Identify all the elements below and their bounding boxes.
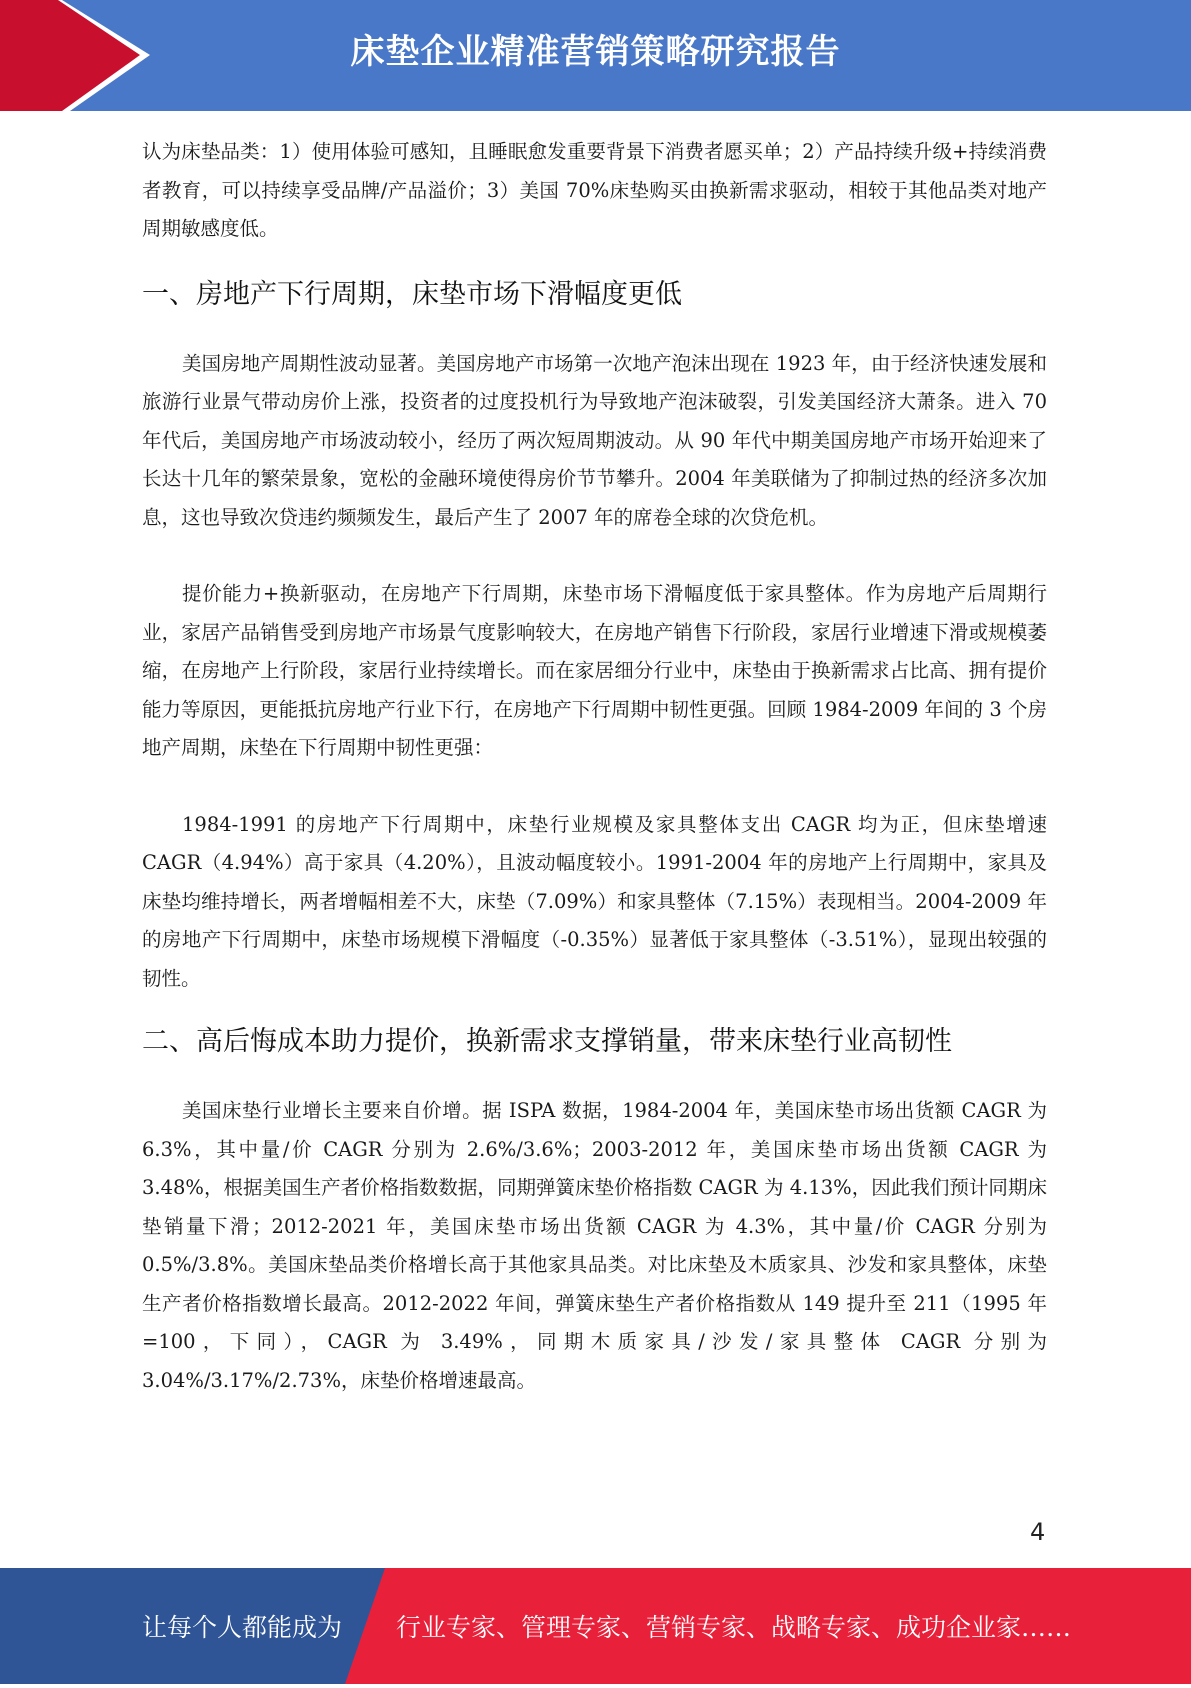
- footer-banner: [0, 1568, 1191, 1684]
- footer-slogan-left: 让每个人都能成为: [142, 1613, 343, 1642]
- report-title: 床垫企业精准营销策略研究报告: [350, 32, 841, 72]
- paragraph-pricing-power: 提价能力+换新驱动，在房地产下行周期，床垫市场下滑幅度低于家具整体。作为房地产后周期行业，家居产品销售受到房地产市场景气度影响较大，在房地产销售下行阶段，家居行业增速下滑或规模萎缩，在房地产上行阶段，家居行业持续增长。而在家居细分行业中，床垫由于换新需求占比高、拥有提价能力等原因，更能抵抗房地产行业下行，在房地产下行周期中韧性更强。回顾 1984-2009 年间的 3 个房地产周期，床垫在下行周期中韧性更强：: [142, 582, 1047, 759]
- section-1-title: 一、房地产下行周期，床垫市场下滑幅度更低: [142, 278, 682, 310]
- intro-paragraph: 认为床垫品类：1）使用体验可感知，且睡眠愈发重要背景下消费者愿买单；2）产品持续升级+持续消费者教育，可以持续享受品牌/产品溢价；3）美国 70%床垫购买由换新需求驱动，相较于其他品类对地产周期敏感度低。: [142, 140, 1047, 240]
- header-banner: [0, 0, 1191, 111]
- paragraph-real-estate-cycle: 美国房地产周期性波动显著。美国房地产市场第一次地产泡沫出现在 1923 年，由于经济快速发展和旅游行业景气带动房价上涨，投资者的过度投机行为导致地产泡沫破裂，引发美国经济大萧条。进入 70 年代后，美国房地产市场波动较小，经历了两次短周期波动。从 90 年代中期美国房地产市场开始迎来了长达十几年的繁荣景象，宽松的金融环境使得房价节节攀升。2004 年美联储为了抑制过热的经济多次加息，这也导致次贷违约频频发生，最后产生了 2007 年的席卷全球的次贷危机。: [142, 351, 1047, 529]
- paragraph-cycle-comparison: 1984-1991 的房地产下行周期中，床垫行业规模及家具整体支出 CAGR 均为正，但床垫增速 CAGR（4.94%）高于家具（4.20%），且波动幅度较小。1991-2004 年的房地产上行周期中，家具及床垫均维持增长，两者增幅相差不大，床垫（7.09%）和家具整体（7.15%）表现相当。2004-2009 年的房地产下行周期中，床垫市场规模下滑幅度（-0.35%）显著低于家具整体（-3.51%），显现出较强的韧性。: [142, 812, 1047, 990]
- paragraph-price-growth: 美国床垫行业增长主要来自价增。据 ISPA 数据，1984-2004 年，美国床垫市场出货额 CAGR 为 6.3%，其中量/价 CAGR 分别为 2.6%/3.6%；2003-2012 年，美国床垫市场出货额 CAGR 为 3.48%，根据美国生产者价格指数数据，同期弹簧床垫价格指数 CAGR 为 4.13%，因此我们预计同期床垫销量下滑；2012-2021 年，美国床垫市场出货额 CAGR 为 4.3%，其中量/价 CAGR 分别为 0.5%/3.8%。美国床垫品类价格增长高于其他家具品类。对比床垫及木质家具、沙发和家具整体，床垫生产者价格指数增长最高。2012-2022 年间，弹簧床垫生产者价格指数从 149 提升至 211（1995 年=100，下同），CAGR 为 3.49%，同期木质家具/沙发/家具整体 CAGR 分别为 3.04%/3.17%/2.73%，床垫价格增速最高。: [142, 1099, 1047, 1392]
- footer-slogan-right: 行业专家、管理专家、营销专家、战略专家、成功企业家……: [396, 1613, 1072, 1642]
- page-number: 4: [1030, 1518, 1046, 1546]
- document-body: [142, 133, 1047, 1400]
- section-2-title: 二、高后悔成本助力提价，换新需求支撑销量，带来床垫行业高韧性: [142, 1026, 952, 1057]
